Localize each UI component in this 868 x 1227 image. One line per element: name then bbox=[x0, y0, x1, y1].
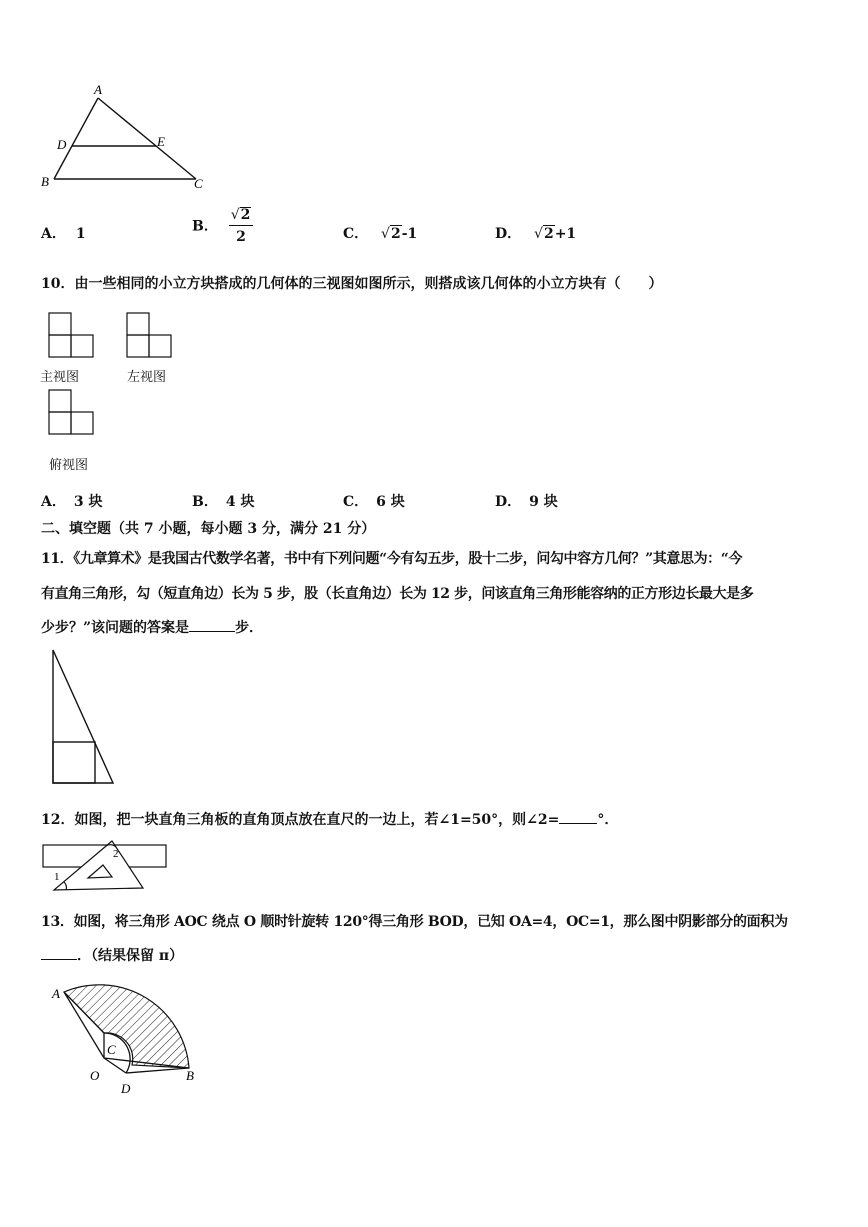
q9-option-d bbox=[495, 223, 576, 243]
option-letter: B． bbox=[192, 218, 218, 235]
angle-1-label: 1 bbox=[54, 871, 60, 883]
sqrt-symbol: √ 2 bbox=[534, 226, 554, 242]
q11-triangle-square-figure bbox=[48, 645, 120, 787]
label-c: C bbox=[194, 176, 203, 191]
option-value: 1 bbox=[75, 226, 86, 242]
option-suffix: -1 bbox=[401, 226, 418, 242]
label-a: A bbox=[52, 986, 60, 1001]
sqrt-symbol: √ 2 bbox=[230, 207, 251, 223]
q10-option-b: B． 4 块 bbox=[192, 494, 255, 510]
q9-option-a bbox=[41, 223, 86, 243]
answer-blank bbox=[41, 945, 77, 960]
q12-ruler-triangle-figure bbox=[40, 836, 170, 894]
label-b: B bbox=[41, 174, 49, 189]
q11-line-2: 有直角三角形，勾（短直角边）长为 5 步，股（长直角边）长为 12 步，问该直角三角形能容纳的正方形边长最大是多 bbox=[41, 586, 754, 602]
q9-option-b bbox=[192, 207, 253, 244]
section-title: 二、填空题（共 7 小题，每小题 3 分，满分 21 分） bbox=[41, 521, 376, 537]
option-letter: D． bbox=[495, 226, 522, 242]
label-e: E bbox=[157, 134, 165, 149]
q10-front-view bbox=[47, 311, 97, 359]
label-d: D bbox=[57, 137, 67, 152]
side-ac bbox=[98, 98, 196, 179]
q10-question: 10．由一些相同的小立方块搭成的几何体的三视图如图所示，则搭成该几何体的小立方块有（ ） bbox=[41, 276, 663, 292]
q12-question: 12．如图，把一块直角三角板的直角顶点放在直尺的一边上，若∠1=50°，则∠2= °． bbox=[41, 809, 618, 829]
q10-top-view-caption: 俯视图 bbox=[49, 458, 89, 473]
q9-triangle-figure bbox=[38, 80, 213, 195]
q10-left-view bbox=[125, 311, 175, 359]
label-b: B bbox=[186, 1068, 194, 1083]
q10-option-a: A． 3 块 bbox=[41, 494, 103, 510]
set-square bbox=[54, 841, 143, 890]
option-suffix: +1 bbox=[554, 226, 577, 242]
q10-option-d: D． 9 块 bbox=[495, 494, 558, 510]
q13-sector-figure bbox=[44, 978, 204, 1100]
q10-front-view-caption: 主视图 bbox=[40, 370, 80, 385]
label-d: D bbox=[121, 1081, 131, 1096]
q10-left-view-caption: 左视图 bbox=[127, 370, 167, 385]
q11-line-3: 少步？”该问题的答案是 步． bbox=[41, 617, 263, 637]
q11-line-1: 11．《九章算术》是我国古代数学名著，书中有下列问题“今有勾五步，股十二步，问勾中容方几何？”其意思为：“今 bbox=[41, 551, 743, 567]
option-letter: A． bbox=[41, 226, 66, 242]
label-c: C bbox=[107, 1042, 116, 1057]
q9-option-c bbox=[343, 223, 417, 243]
option-letter: C． bbox=[343, 226, 369, 242]
q10-top-view bbox=[47, 388, 97, 436]
shaded-region bbox=[64, 985, 189, 1068]
label-o: O bbox=[90, 1068, 100, 1083]
answer-blank bbox=[189, 617, 235, 632]
q13-line-1: 13．如图，将三角形 AOC 绕点 O 顺时针旋转 120°得三角形 BOD，已知 OA=4，OC=1，那么图中阴影部分的面积为 bbox=[41, 914, 788, 930]
sqrt-symbol: √ 2 bbox=[381, 226, 401, 242]
label-a: A bbox=[94, 82, 102, 97]
q10-option-c: C． 6 块 bbox=[343, 494, 405, 510]
answer-blank bbox=[559, 809, 597, 824]
fraction-sqrt2-over-2: √ 2 2 bbox=[229, 207, 254, 244]
q13-line-2: ．（结果保留 π） bbox=[41, 945, 183, 965]
angle-2-label: 2 bbox=[113, 848, 119, 860]
